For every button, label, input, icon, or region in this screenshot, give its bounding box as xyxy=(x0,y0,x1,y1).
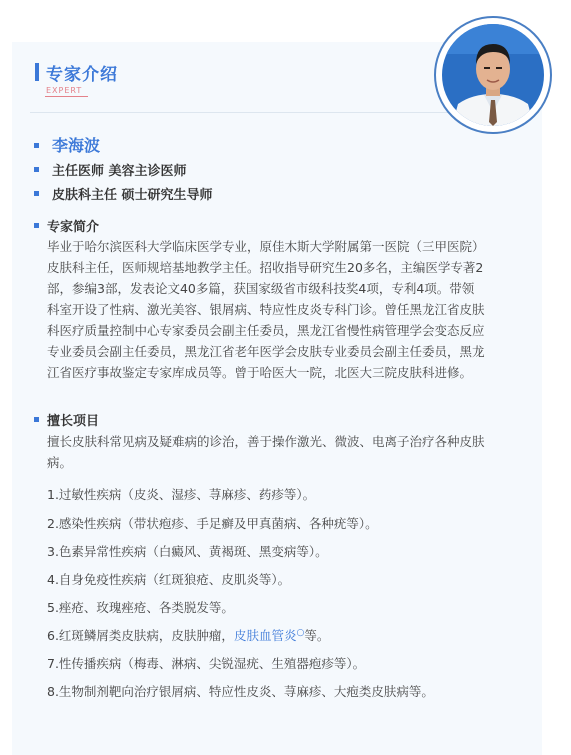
intro-line: 江省医疗事故鉴定专家库成员等。曾于哈医大一院，北医大三院皮肤科进修。 xyxy=(47,365,473,380)
header-accent-bar xyxy=(35,63,39,81)
intro-paragraph xyxy=(47,236,529,383)
doctor-photo xyxy=(442,24,544,126)
doctor-name: 李海波 xyxy=(52,136,101,155)
specialty-item: 5.痤疮、玫瑰痤疮、各类脱发等。 xyxy=(47,600,234,615)
section-bullet xyxy=(34,223,39,228)
specialty-item: 8.生物制剂靶向治疗银屑病、特应性皮炎、荨麻疹、大疱类皮肤病等。 xyxy=(47,684,434,699)
doctor-avatar xyxy=(434,16,552,134)
specialty-item: 1.过敏性疾病（皮炎、湿疹、荨麻疹、药疹等）。 xyxy=(47,487,316,502)
search-icon: ○ xyxy=(296,627,305,638)
intro-line: 科医疗质量控制中心专家委员会副主任委员，黑龙江省慢性病管理学会变态反应 xyxy=(47,323,485,338)
intro-line: 皮肤科主任，医师规培基地教学主任。招收指导研究生20多名，主编医学专著2 xyxy=(47,260,484,275)
section-bullet xyxy=(34,417,39,422)
name-bullet xyxy=(34,143,39,148)
specialty-item: 3.色素异常性疾病（白癜风、黄褐斑、黑变病等）。 xyxy=(47,544,328,559)
intro-heading: 专家简介 xyxy=(47,220,100,235)
specialty-item: 4.自身免疫性疾病（红斑狼疮、皮肌炎等）。 xyxy=(47,572,291,587)
intro-line: 科室开设了性病、激光美容、银屑病、特应性皮炎专科门诊。曾任黑龙江省皮肤 xyxy=(47,302,485,317)
specialty-item-6-text: 6.红斑鳞屑类皮肤病，皮肤肿瘤， xyxy=(47,628,234,643)
intro-line: 毕业于哈尔滨医科大学临床医学专业，原佳木斯大学附属第一医院（三甲医院） xyxy=(47,239,485,254)
specialty-item-6 xyxy=(47,626,329,644)
specialty-summary xyxy=(47,431,529,473)
specialty-item: 7.性传播疾病（梅毒、淋病、尖锐湿疣、生殖器疱疹等）。 xyxy=(47,656,366,671)
intro-line: 部，参编3部，发表论文40多篇，获国家级省市级科技奖4项，专利4项。带领 xyxy=(47,281,475,296)
title-bullet xyxy=(34,191,39,196)
specialty-summary-line: 擅长皮肤科常见病及疑难病的诊治，善于操作激光、微波、电离子治疗各种皮肤 xyxy=(47,434,485,449)
specialty-summary-line: 病。 xyxy=(47,455,73,470)
specialty-item: 2.感染性疾病（带状疱疹、手足癣及甲真菌病、各种疣等）。 xyxy=(47,516,378,531)
doctor-title-2: 皮肤科主任 硕士研究生导师 xyxy=(52,188,213,203)
doctor-title-1: 主任医师 美容主诊医师 xyxy=(52,164,187,179)
intro-line: 专业委员会副主任委员，黑龙江省老年医学会皮肤专业委员会副主任委员，黑龙 xyxy=(47,344,485,359)
skin-vasculitis-link[interactable]: 皮肤血管炎 xyxy=(233,628,297,643)
section-title: 专家介绍 xyxy=(46,65,118,85)
section-subtitle: EXPERT xyxy=(45,86,88,97)
specialty-heading: 擅长项目 xyxy=(47,414,100,429)
title-bullet xyxy=(34,167,39,172)
specialty-item-6-text: 等。 xyxy=(304,628,330,643)
